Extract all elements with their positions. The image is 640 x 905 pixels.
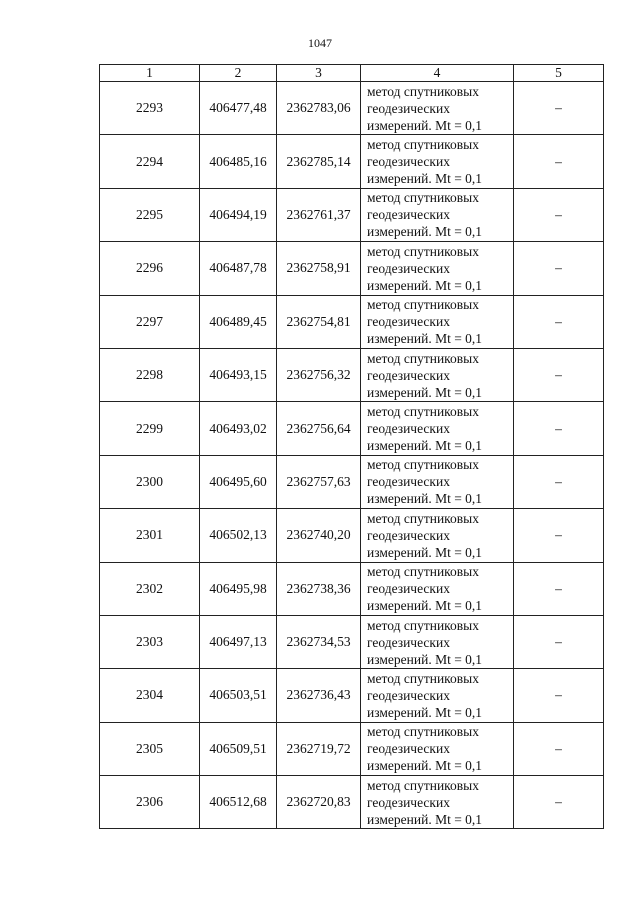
method-text-line: метод спутниковых bbox=[367, 137, 479, 153]
method-text-line: измерений. Mt = 0,1 bbox=[367, 491, 483, 507]
method-cell bbox=[361, 242, 514, 295]
method-cell bbox=[361, 135, 514, 188]
y-coordinate-cell: 2362736,43 bbox=[277, 669, 361, 722]
note-cell: – bbox=[514, 135, 604, 188]
table-row bbox=[100, 669, 604, 722]
table-row bbox=[100, 455, 604, 508]
table-row bbox=[100, 615, 604, 668]
point-number-cell: 2294 bbox=[100, 135, 200, 188]
point-number-cell: 2298 bbox=[100, 348, 200, 401]
note-cell: – bbox=[514, 722, 604, 775]
note-cell: – bbox=[514, 455, 604, 508]
method-text-line: геодезических bbox=[367, 100, 450, 116]
method-text-line: метод спутниковых bbox=[367, 670, 479, 686]
table-row bbox=[100, 776, 604, 829]
method-text-line: измерений. Mt = 0,1 bbox=[367, 171, 483, 187]
method-cell bbox=[361, 455, 514, 508]
method-text-line: геодезических bbox=[367, 634, 450, 650]
x-coordinate-cell: 406497,13 bbox=[200, 615, 277, 668]
point-number-cell: 2299 bbox=[100, 402, 200, 455]
note-cell: – bbox=[514, 295, 604, 348]
header-col-2: 2 bbox=[200, 65, 277, 82]
x-coordinate-cell: 406503,51 bbox=[200, 669, 277, 722]
point-number-cell: 2306 bbox=[100, 776, 200, 829]
header-col-4: 4 bbox=[361, 65, 514, 82]
table-row bbox=[100, 509, 604, 562]
method-text-line: геодезических bbox=[367, 474, 450, 490]
method-cell bbox=[361, 295, 514, 348]
method-text-line: геодезических bbox=[367, 741, 450, 757]
y-coordinate-cell: 2362783,06 bbox=[277, 82, 361, 135]
y-coordinate-cell: 2362740,20 bbox=[277, 509, 361, 562]
method-text-line: измерений. Mt = 0,1 bbox=[367, 704, 483, 720]
note-cell: – bbox=[514, 776, 604, 829]
method-text-line: измерений. Mt = 0,1 bbox=[367, 651, 483, 667]
method-text-line: измерений. Mt = 0,1 bbox=[367, 438, 483, 454]
method-text-line: метод спутниковых bbox=[367, 564, 479, 580]
table-row bbox=[100, 135, 604, 188]
y-coordinate-cell: 2362757,63 bbox=[277, 455, 361, 508]
table-row bbox=[100, 402, 604, 455]
method-text-line: метод спутниковых bbox=[367, 243, 479, 259]
point-number-cell: 2300 bbox=[100, 455, 200, 508]
x-coordinate-cell: 406489,45 bbox=[200, 295, 277, 348]
y-coordinate-cell: 2362756,64 bbox=[277, 402, 361, 455]
method-text-line: метод спутниковых bbox=[367, 724, 479, 740]
point-number-cell: 2303 bbox=[100, 615, 200, 668]
method-text-line: метод спутниковых bbox=[367, 617, 479, 633]
method-text-line: метод спутниковых bbox=[367, 404, 479, 420]
x-coordinate-cell: 406495,98 bbox=[200, 562, 277, 615]
point-number-cell: 2293 bbox=[100, 82, 200, 135]
method-cell bbox=[361, 776, 514, 829]
x-coordinate-cell: 406493,02 bbox=[200, 402, 277, 455]
method-text-line: геодезических bbox=[367, 794, 450, 810]
method-text-line: измерений. Mt = 0,1 bbox=[367, 811, 483, 827]
method-cell bbox=[361, 722, 514, 775]
y-coordinate-cell: 2362734,53 bbox=[277, 615, 361, 668]
x-coordinate-cell: 406487,78 bbox=[200, 242, 277, 295]
y-coordinate-cell: 2362719,72 bbox=[277, 722, 361, 775]
table-row bbox=[100, 82, 604, 135]
method-text-line: метод спутниковых bbox=[367, 457, 479, 473]
table-row bbox=[100, 348, 604, 401]
y-coordinate-cell: 2362754,81 bbox=[277, 295, 361, 348]
y-coordinate-cell: 2362756,32 bbox=[277, 348, 361, 401]
method-text-line: геодезических bbox=[367, 527, 450, 543]
header-col-1: 1 bbox=[100, 65, 200, 82]
x-coordinate-cell: 406502,13 bbox=[200, 509, 277, 562]
y-coordinate-cell: 2362758,91 bbox=[277, 242, 361, 295]
x-coordinate-cell: 406512,68 bbox=[200, 776, 277, 829]
method-text-line: метод спутниковых bbox=[367, 83, 479, 99]
method-text-line: геодезических bbox=[367, 687, 450, 703]
point-number-cell: 2295 bbox=[100, 188, 200, 241]
note-cell: – bbox=[514, 82, 604, 135]
method-text-line: измерений. Mt = 0,1 bbox=[367, 598, 483, 614]
method-text-line: геодезических bbox=[367, 260, 450, 276]
table-row bbox=[100, 188, 604, 241]
method-text-line: измерений. Mt = 0,1 bbox=[367, 331, 483, 347]
method-cell bbox=[361, 82, 514, 135]
point-number-cell: 2304 bbox=[100, 669, 200, 722]
y-coordinate-cell: 2362738,36 bbox=[277, 562, 361, 615]
method-text-line: метод спутниковых bbox=[367, 777, 479, 793]
x-coordinate-cell: 406493,15 bbox=[200, 348, 277, 401]
x-coordinate-cell: 406477,48 bbox=[200, 82, 277, 135]
y-coordinate-cell: 2362785,14 bbox=[277, 135, 361, 188]
note-cell: – bbox=[514, 669, 604, 722]
header-col-5: 5 bbox=[514, 65, 604, 82]
method-text-line: измерений. Mt = 0,1 bbox=[367, 224, 483, 240]
header-col-3: 3 bbox=[277, 65, 361, 82]
method-text-line: геодезических bbox=[367, 314, 450, 330]
table-row bbox=[100, 295, 604, 348]
x-coordinate-cell: 406495,60 bbox=[200, 455, 277, 508]
table-row bbox=[100, 562, 604, 615]
table-row bbox=[100, 242, 604, 295]
table-header-row bbox=[100, 65, 604, 82]
table-row bbox=[100, 722, 604, 775]
method-cell bbox=[361, 562, 514, 615]
note-cell: – bbox=[514, 188, 604, 241]
method-text-line: метод спутниковых bbox=[367, 190, 479, 206]
method-cell bbox=[361, 509, 514, 562]
method-text-line: измерений. Mt = 0,1 bbox=[367, 544, 483, 560]
note-cell: – bbox=[514, 348, 604, 401]
method-cell bbox=[361, 188, 514, 241]
method-text-line: геодезических bbox=[367, 207, 450, 223]
point-number-cell: 2305 bbox=[100, 722, 200, 775]
method-text-line: геодезических bbox=[367, 154, 450, 170]
method-text-line: измерений. Mt = 0,1 bbox=[367, 277, 483, 293]
point-number-cell: 2297 bbox=[100, 295, 200, 348]
point-number-cell: 2302 bbox=[100, 562, 200, 615]
method-text-line: измерений. Mt = 0,1 bbox=[367, 758, 483, 774]
method-text-line: метод спутниковых bbox=[367, 350, 479, 366]
method-text-line: метод спутниковых bbox=[367, 510, 479, 526]
method-cell bbox=[361, 348, 514, 401]
method-cell bbox=[361, 402, 514, 455]
y-coordinate-cell: 2362720,83 bbox=[277, 776, 361, 829]
note-cell: – bbox=[514, 562, 604, 615]
method-cell bbox=[361, 669, 514, 722]
note-cell: – bbox=[514, 509, 604, 562]
y-coordinate-cell: 2362761,37 bbox=[277, 188, 361, 241]
x-coordinate-cell: 406494,19 bbox=[200, 188, 277, 241]
method-text-line: геодезических bbox=[367, 421, 450, 437]
point-number-cell: 2296 bbox=[100, 242, 200, 295]
point-number-cell: 2301 bbox=[100, 509, 200, 562]
note-cell: – bbox=[514, 615, 604, 668]
note-cell: – bbox=[514, 242, 604, 295]
method-text-line: измерений. Mt = 0,1 bbox=[367, 117, 483, 133]
method-text-line: метод спутниковых bbox=[367, 297, 479, 313]
method-text-line: геодезических bbox=[367, 581, 450, 597]
x-coordinate-cell: 406509,51 bbox=[200, 722, 277, 775]
method-text-line: геодезических bbox=[367, 367, 450, 383]
x-coordinate-cell: 406485,16 bbox=[200, 135, 277, 188]
method-text-line: измерений. Mt = 0,1 bbox=[367, 384, 483, 400]
note-cell: – bbox=[514, 402, 604, 455]
method-cell bbox=[361, 615, 514, 668]
page-number: 1047 bbox=[308, 36, 332, 50]
coordinates-table bbox=[99, 64, 604, 829]
